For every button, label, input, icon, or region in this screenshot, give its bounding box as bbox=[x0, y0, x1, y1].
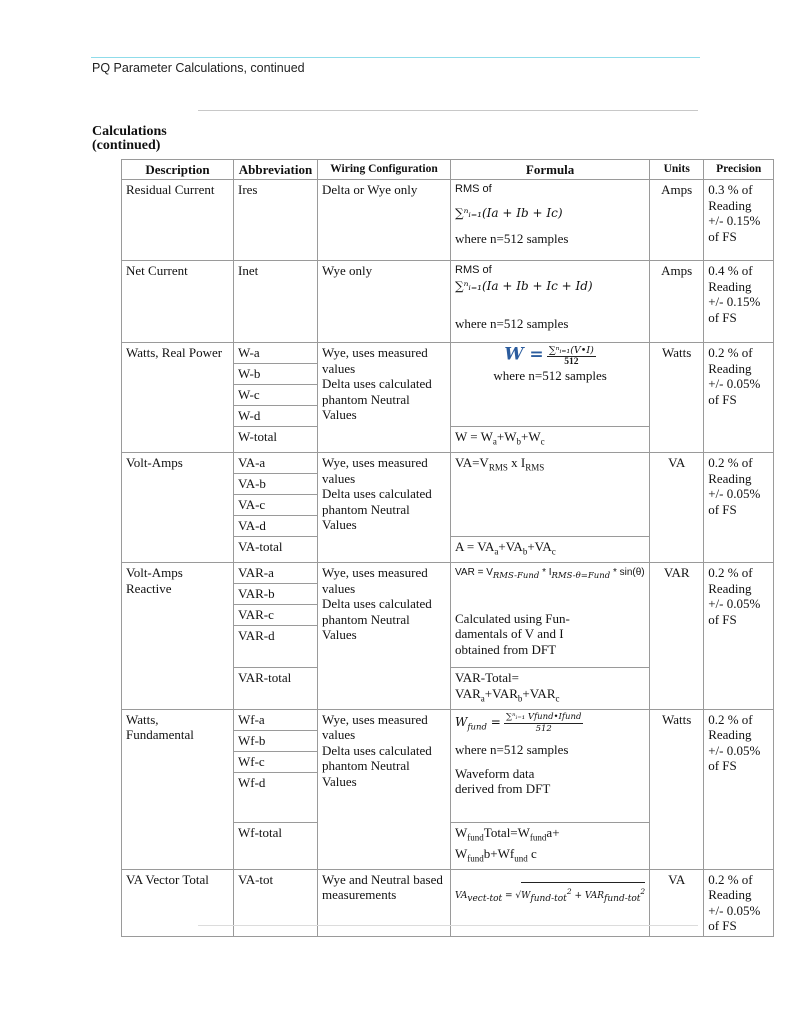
abbreviation-cell: VAR-d bbox=[234, 626, 318, 668]
formula-fraction bbox=[547, 345, 596, 368]
formula-cell bbox=[451, 343, 650, 427]
abbreviation-cell: Wf-d bbox=[234, 772, 318, 822]
abbreviation-cell: Wf-total bbox=[234, 822, 318, 869]
description-cell: Volt-Amps bbox=[122, 453, 234, 563]
wiring-cell bbox=[318, 343, 451, 453]
precision-cell bbox=[704, 563, 774, 710]
col-header-wiring: Wiring Configuration bbox=[318, 160, 451, 180]
precision-cell bbox=[704, 869, 774, 936]
formula-lhs: W = bbox=[504, 344, 544, 365]
formula-cell bbox=[451, 869, 650, 936]
formula-expression: ∑ⁿᵢ₌₁(Ia + Ib + Ic + Id) bbox=[455, 278, 593, 293]
precision-line: 0.2 % of bbox=[708, 871, 753, 887]
precision-line: 0.2 % of bbox=[708, 711, 753, 727]
formula-total-cell: VAR-Total= $VAR_a+VAR_b+VAR_c$ bbox=[451, 668, 650, 710]
table-row bbox=[122, 869, 774, 936]
abbreviation-cell: W-a bbox=[234, 343, 318, 364]
abbreviation-cell: W-total bbox=[234, 427, 318, 453]
description-cell: Watts, Fundamental bbox=[122, 709, 234, 869]
formula-note: obtained from DFT bbox=[455, 641, 557, 657]
abbreviation-cell: Ires bbox=[234, 180, 318, 261]
formula-line: RMS of bbox=[455, 183, 492, 195]
formula-expression: $VA_{vect-tot} = √W_{fund-tot}^2 + VAR_{fund-tot}^2$ bbox=[455, 882, 645, 907]
precision-cell bbox=[704, 261, 774, 343]
table-row bbox=[122, 180, 774, 261]
wiring-line: Wye, uses measured bbox=[322, 455, 428, 471]
units-cell: Watts bbox=[650, 343, 704, 453]
col-header-description: Description bbox=[122, 160, 234, 180]
formula-cell bbox=[451, 563, 650, 668]
precision-line: Reading bbox=[708, 360, 752, 376]
wiring-line: values bbox=[322, 360, 356, 376]
wiring-line: values bbox=[322, 470, 356, 486]
section-title-line1: Calculations bbox=[92, 124, 167, 139]
wiring-cell bbox=[318, 869, 451, 936]
wiring-line: Wye, uses measured bbox=[322, 711, 428, 727]
col-header-precision: Precision bbox=[704, 160, 774, 180]
wiring-line: phantom Neutral bbox=[322, 758, 410, 774]
formula-part: VA=V bbox=[455, 455, 489, 471]
formula-part: * sin(θ) bbox=[610, 567, 645, 579]
precision-line: +/- 0.15% bbox=[708, 213, 761, 228]
abbreviation-cell: VA-tot bbox=[234, 869, 318, 936]
precision-line: 0.4 % of bbox=[708, 263, 753, 278]
abbreviation-cell: Wf-b bbox=[234, 730, 318, 751]
wiring-line: Wye, uses measured bbox=[322, 565, 428, 581]
calculations-table bbox=[121, 159, 774, 937]
abbreviation-cell: VAR-total bbox=[234, 668, 318, 710]
abbreviation-cell: W-d bbox=[234, 406, 318, 427]
abbreviation-cell: VAR-c bbox=[234, 605, 318, 626]
formula-line: RMS of bbox=[455, 264, 492, 276]
wiring-line: Values bbox=[322, 627, 357, 643]
running-head: PQ Parameter Calculations, continued bbox=[92, 61, 305, 75]
wiring-line: phantom Neutral bbox=[322, 611, 410, 627]
table-row bbox=[122, 261, 774, 343]
formula-total-cell: $A = VA_a+VA_b+VA_c$ bbox=[451, 537, 650, 563]
precision-line: of FS bbox=[708, 501, 737, 517]
formula-subscript: fund bbox=[467, 722, 487, 733]
description-cell: Net Current bbox=[122, 261, 234, 343]
abbreviation-cell: VA-total bbox=[234, 537, 318, 563]
formula-part: = bbox=[486, 715, 501, 730]
precision-line: +/- 0.05% bbox=[708, 376, 761, 391]
fraction-numerator: ∑ⁿᵢ₌₁ Vfund•Ifund bbox=[506, 711, 582, 722]
wiring-line: Delta uses calculated bbox=[322, 742, 432, 758]
formula-note: where n=512 samples bbox=[493, 368, 607, 383]
units-cell: Watts bbox=[650, 709, 704, 869]
precision-line: +/- 0.05% bbox=[708, 742, 761, 758]
formula-note: derived from DFT bbox=[455, 781, 551, 797]
precision-cell bbox=[704, 453, 774, 563]
wiring-line: values bbox=[322, 580, 356, 596]
formula-part: VA bbox=[455, 890, 468, 901]
fraction-denominator: 512 bbox=[564, 357, 579, 367]
abbreviation-cell: VA-a bbox=[234, 453, 318, 474]
formula-note: damentals of V and I bbox=[455, 626, 564, 642]
formula-note: Waveform data bbox=[455, 765, 535, 781]
wiring-cell bbox=[318, 709, 451, 869]
formula-subscript: RMS-θ=Fund bbox=[551, 571, 611, 582]
precision-line: of FS bbox=[708, 309, 737, 325]
col-header-abbreviation: Abbreviation bbox=[234, 160, 318, 180]
wiring-line: Wye, uses measured bbox=[322, 345, 428, 360]
precision-line: of FS bbox=[708, 611, 737, 627]
precision-line: 0.2 % of bbox=[708, 565, 753, 581]
formula-note: where n=512 samples bbox=[455, 231, 569, 246]
table-header-row bbox=[122, 160, 774, 180]
precision-line: 0.3 % of bbox=[708, 182, 753, 197]
abbreviation-cell: VA-d bbox=[234, 516, 318, 537]
formula-total-cell: $W = W_a+W_b+W_c$ bbox=[451, 427, 650, 453]
abbreviation-cell: W-b bbox=[234, 364, 318, 385]
section-separator bbox=[198, 110, 698, 111]
formula-subscript: fund-tot bbox=[604, 893, 641, 904]
fraction-denominator: 512 bbox=[535, 723, 552, 734]
precision-line: Reading bbox=[708, 727, 752, 743]
wiring-cell: Wye only bbox=[318, 261, 451, 343]
formula-total-cell: $W_{fund}Total=W_{fund}a+$ $W_{fund}b+Wf_{und}$ c bbox=[451, 822, 650, 869]
formula-subscript: RMS-Fund bbox=[492, 571, 540, 582]
formula-total-line: VAR-Total= bbox=[455, 670, 519, 686]
precision-line: of FS bbox=[708, 228, 737, 244]
precision-line: +/- 0.05% bbox=[708, 902, 761, 918]
units-cell: Amps bbox=[650, 180, 704, 261]
wiring-line: phantom Neutral bbox=[322, 501, 410, 517]
precision-line: +/- 0.05% bbox=[708, 486, 761, 502]
table-row bbox=[122, 343, 774, 364]
precision-line: +/- 0.15% bbox=[708, 294, 761, 309]
precision-cell bbox=[704, 180, 774, 261]
col-header-units: Units bbox=[650, 160, 704, 180]
formula-part: x I bbox=[507, 455, 526, 471]
precision-line: +/- 0.05% bbox=[708, 596, 761, 612]
wiring-cell: Delta or Wye only bbox=[318, 180, 451, 261]
precision-line: 0.2 % of bbox=[708, 455, 753, 471]
wiring-cell bbox=[318, 563, 451, 710]
wiring-line: Delta uses calculated bbox=[322, 486, 432, 502]
precision-line: 0.2 % of bbox=[708, 345, 753, 360]
precision-line: Reading bbox=[708, 887, 752, 903]
wiring-cell bbox=[318, 453, 451, 563]
table-row bbox=[122, 563, 774, 584]
formula-cell bbox=[451, 261, 650, 343]
formula-expression bbox=[455, 345, 645, 368]
abbreviation-cell: Inet bbox=[234, 261, 318, 343]
wiring-line: phantom Neutral bbox=[322, 391, 410, 407]
abbreviation-cell: Wf-c bbox=[234, 751, 318, 772]
section-title-line2: (continued) bbox=[92, 138, 161, 153]
precision-line: of FS bbox=[708, 918, 737, 934]
formula-cell bbox=[451, 453, 650, 537]
table-row bbox=[122, 709, 774, 730]
abbreviation-cell: Wf-a bbox=[234, 709, 318, 730]
section-title bbox=[92, 125, 167, 153]
formula-cell bbox=[451, 709, 650, 822]
formula-subscript: RMS bbox=[525, 462, 545, 473]
header-rule bbox=[91, 57, 700, 58]
col-header-formula: Formula bbox=[451, 160, 650, 180]
formula-note: where n=512 samples bbox=[455, 742, 569, 758]
footer-rule bbox=[198, 925, 698, 926]
wiring-line: Delta uses calculated bbox=[322, 376, 432, 391]
precision-cell bbox=[704, 343, 774, 453]
formula-part: W bbox=[455, 715, 468, 730]
wiring-line: measurements bbox=[322, 887, 397, 903]
formula-part: * I bbox=[539, 567, 552, 579]
formula-note: Calculated using Fun- bbox=[455, 610, 570, 626]
wiring-line: Values bbox=[322, 517, 357, 533]
wiring-line: Values bbox=[322, 407, 357, 422]
units-cell: VAR bbox=[650, 563, 704, 710]
formula-expression bbox=[455, 565, 645, 585]
abbreviation-cell: VAR-a bbox=[234, 563, 318, 584]
wiring-line: values bbox=[322, 727, 356, 743]
wiring-line: Values bbox=[322, 773, 357, 789]
units-cell: VA bbox=[650, 869, 704, 936]
precision-line: Reading bbox=[708, 470, 752, 486]
formula-expression bbox=[455, 712, 645, 736]
abbreviation-cell: VAR-b bbox=[234, 584, 318, 605]
description-cell: Residual Current bbox=[122, 180, 234, 261]
precision-line: Reading bbox=[708, 197, 752, 213]
wiring-line: Delta uses calculated bbox=[322, 596, 432, 612]
precision-line: Reading bbox=[708, 580, 752, 596]
abbreviation-cell: VA-b bbox=[234, 474, 318, 495]
abbreviation-cell: VA-c bbox=[234, 495, 318, 516]
formula-part: VAR = V bbox=[455, 567, 493, 579]
precision-line: Reading bbox=[708, 278, 752, 294]
formula-cell bbox=[451, 180, 650, 261]
description-cell: Volt-Amps Reactive bbox=[122, 563, 234, 710]
precision-cell bbox=[704, 709, 774, 869]
formula-subscript: fund-tot bbox=[530, 893, 567, 904]
abbreviation-cell: W-c bbox=[234, 385, 318, 406]
description-cell: Watts, Real Power bbox=[122, 343, 234, 453]
formula-subscript: RMS bbox=[488, 462, 508, 473]
fraction-numerator: ∑ⁿᵢ₌₁(V•I) bbox=[548, 345, 594, 356]
units-cell: VA bbox=[650, 453, 704, 563]
table-row bbox=[122, 453, 774, 474]
precision-line: of FS bbox=[708, 758, 737, 774]
formula-note: where n=512 samples bbox=[455, 316, 569, 331]
wiring-line: Wye and Neutral based bbox=[322, 871, 443, 887]
precision-line: of FS bbox=[708, 391, 737, 407]
formula-subscript: vect-tot bbox=[467, 893, 503, 904]
units-cell: Amps bbox=[650, 261, 704, 343]
formula-fraction bbox=[504, 712, 583, 735]
formula-expression: ∑ⁿᵢ₌₁(Ia + Ib + Ic) bbox=[455, 205, 563, 220]
description-cell: VA Vector Total bbox=[122, 869, 234, 936]
